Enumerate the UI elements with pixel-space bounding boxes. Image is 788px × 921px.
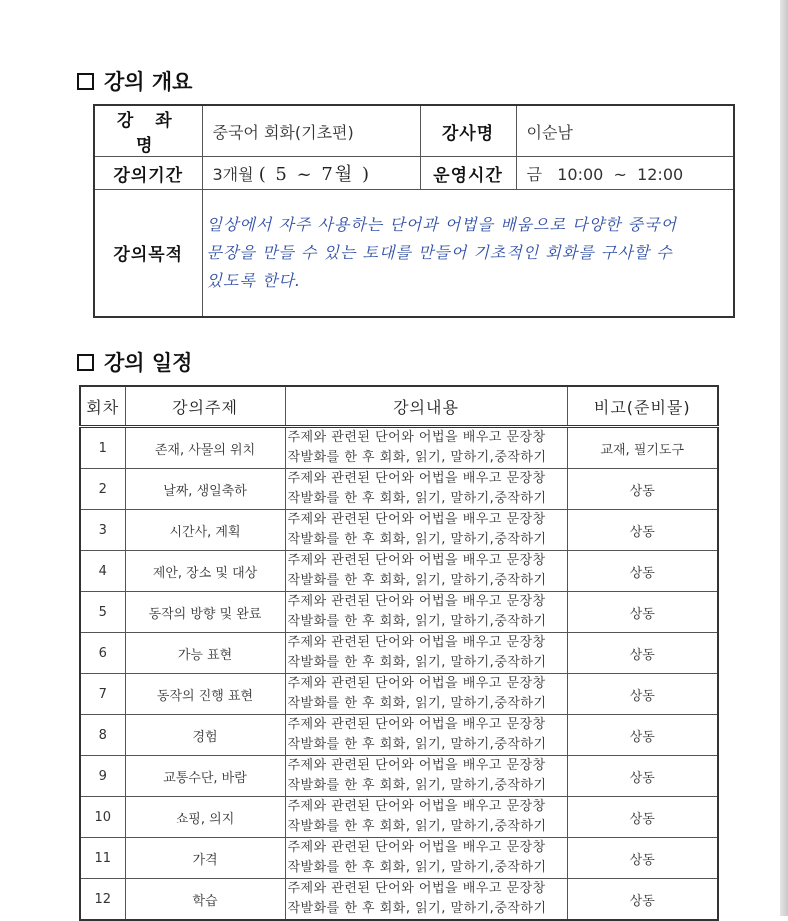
session-content: [285, 756, 567, 797]
content-line: 주제와 관련된 단어와 어법을 배우고 문장창: [287, 717, 546, 732]
page-edge-shadow: [780, 0, 788, 916]
content-line: 작발화를 한 후 회화, 읽기, 말하기,중작하기: [287, 614, 547, 629]
session-content: [285, 879, 567, 921]
session-topic: 가능 표현: [125, 633, 285, 674]
session-topic: 경험: [125, 715, 285, 756]
purpose-label: 강의목적: [94, 190, 202, 317]
content-line: 주제와 관련된 단어와 어법을 배우고 문장창: [287, 840, 546, 855]
content-line: 주제와 관련된 단어와 어법을 배우고 문장창: [287, 635, 546, 650]
course-schedule-table: [79, 385, 719, 921]
session-number: 3: [80, 510, 125, 551]
overview-row-period: [94, 157, 734, 190]
session-note: 상동: [567, 715, 718, 756]
session-content: [285, 469, 567, 510]
session-topic: 동작의 진행 표현: [125, 674, 285, 715]
purpose-line: 일상에서 자주 사용하는 단어과 어법을 배움으로 다양한 중국어: [206, 214, 677, 234]
session-note: 상동: [567, 674, 718, 715]
table-row: [80, 633, 718, 674]
session-content: [285, 427, 567, 469]
content-line: 작발화를 한 후 회화, 읽기, 말하기,중작하기: [287, 696, 547, 711]
session-note: 상동: [567, 838, 718, 879]
session-note: 상동: [567, 510, 718, 551]
checkbox-square-icon: [77, 73, 94, 90]
overview-row-name: [94, 105, 734, 157]
purpose-line: 문장을 만들 수 있는 토대를 만들어 기초적인 회화를 구사할 수: [206, 242, 673, 262]
content-line: 작발화를 한 후 회화, 읽기, 말하기,중작하기: [287, 450, 547, 465]
content-line: 주제와 관련된 단어와 어법을 배우고 문장창: [287, 430, 546, 445]
content-line: 주제와 관련된 단어와 어법을 배우고 문장창: [287, 758, 546, 773]
overview-title-text: 강의 개요: [104, 70, 193, 94]
content-line: 작발화를 한 후 회화, 읽기, 말하기,중작하기: [287, 860, 547, 875]
session-content: [285, 715, 567, 756]
session-note: 상동: [567, 633, 718, 674]
session-note: 상동: [567, 469, 718, 510]
session-number: 1: [80, 427, 125, 469]
schedule-body: [80, 427, 718, 921]
header-content: 강의내용: [285, 386, 567, 427]
session-content: [285, 633, 567, 674]
table-row: [80, 469, 718, 510]
session-number: 8: [80, 715, 125, 756]
period-handwritten: ( 5 ~ 7월 ): [258, 164, 371, 185]
content-line: 주제와 관련된 단어와 어법을 배우고 문장창: [287, 676, 546, 691]
session-number: 4: [80, 551, 125, 592]
session-number: 2: [80, 469, 125, 510]
content-line: 주제와 관련된 단어와 어법을 배우고 문장창: [287, 594, 546, 609]
course-name-label: 강 좌 명: [94, 105, 202, 157]
content-line: 주제와 관련된 단어와 어법을 배우고 문장창: [287, 881, 546, 896]
purpose-value: [202, 190, 734, 317]
session-number: 10: [80, 797, 125, 838]
session-number: 5: [80, 592, 125, 633]
header-session: 회차: [80, 386, 125, 427]
session-number: 7: [80, 674, 125, 715]
content-line: 주제와 관련된 단어와 어법을 배우고 문장창: [287, 799, 546, 814]
session-note: 상동: [567, 756, 718, 797]
content-line: 주제와 관련된 단어와 어법을 배우고 문장창: [287, 553, 546, 568]
session-content: [285, 510, 567, 551]
content-line: 작발화를 한 후 회화, 읽기, 말하기,중작하기: [287, 737, 547, 752]
session-topic: 쇼핑, 의지: [125, 797, 285, 838]
period-value: [202, 157, 420, 190]
session-content: [285, 592, 567, 633]
content-line: 작발화를 한 후 회화, 읽기, 말하기,중작하기: [287, 573, 547, 588]
session-topic: 동작의 방향 및 완료: [125, 592, 285, 633]
session-topic: 교통수단, 바람: [125, 756, 285, 797]
content-line: 작발화를 한 후 회화, 읽기, 말하기,중작하기: [287, 778, 547, 793]
session-number: 9: [80, 756, 125, 797]
course-overview-table: [93, 104, 735, 318]
session-note: 교재, 필기도구: [567, 427, 718, 469]
table-row: [80, 838, 718, 879]
session-topic: 학습: [125, 879, 285, 921]
schedule-header-row: [80, 386, 718, 427]
overview-row-purpose: [94, 190, 734, 317]
table-row: [80, 510, 718, 551]
session-content: [285, 797, 567, 838]
session-topic: 시간사, 계획: [125, 510, 285, 551]
hours-label: 운영시간: [420, 157, 516, 190]
period-prefix: 3개월: [212, 165, 254, 184]
overview-section-title: [77, 66, 192, 96]
session-note: 상동: [567, 592, 718, 633]
instructor-label: 강사명: [420, 105, 516, 157]
content-line: 작발화를 한 후 회화, 읽기, 말하기,중작하기: [287, 901, 547, 916]
header-topic: 강의주제: [125, 386, 285, 427]
instructor-value: 이순남: [516, 105, 734, 157]
course-name-value: 중국어 회화(기초편): [202, 105, 420, 157]
session-topic: 제안, 장소 및 대상: [125, 551, 285, 592]
content-line: 작발화를 한 후 회화, 읽기, 말하기,중작하기: [287, 491, 547, 506]
session-number: 12: [80, 879, 125, 921]
period-label: 강의기간: [94, 157, 202, 190]
session-note: 상동: [567, 551, 718, 592]
table-row: [80, 756, 718, 797]
session-content: [285, 674, 567, 715]
session-note: 상동: [567, 879, 718, 921]
checkbox-square-icon: [77, 354, 94, 371]
schedule-section-title: [77, 347, 192, 377]
content-line: 주제와 관련된 단어와 어법을 배우고 문장창: [287, 471, 546, 486]
hours-value: 금 10:00 ~ 12:00: [516, 157, 734, 190]
content-line: 작발화를 한 후 회화, 읽기, 말하기,중작하기: [287, 819, 547, 834]
table-row: [80, 592, 718, 633]
session-content: [285, 551, 567, 592]
session-content: [285, 838, 567, 879]
table-row: [80, 427, 718, 469]
session-topic: 날짜, 생일축하: [125, 469, 285, 510]
session-number: 11: [80, 838, 125, 879]
schedule-title-text: 강의 일정: [104, 351, 193, 375]
purpose-line: 있도록 한다.: [206, 270, 301, 290]
table-row: [80, 551, 718, 592]
table-row: [80, 879, 718, 921]
content-line: 작발화를 한 후 회화, 읽기, 말하기,중작하기: [287, 532, 547, 547]
table-row: [80, 674, 718, 715]
session-topic: 존재, 사물의 위치: [125, 427, 285, 469]
content-line: 작발화를 한 후 회화, 읽기, 말하기,중작하기: [287, 655, 547, 670]
table-row: [80, 715, 718, 756]
table-row: [80, 797, 718, 838]
session-note: 상동: [567, 797, 718, 838]
session-number: 6: [80, 633, 125, 674]
session-topic: 가격: [125, 838, 285, 879]
header-note: 비고(준비물): [567, 386, 718, 427]
content-line: 주제와 관련된 단어와 어법을 배우고 문장창: [287, 512, 546, 527]
